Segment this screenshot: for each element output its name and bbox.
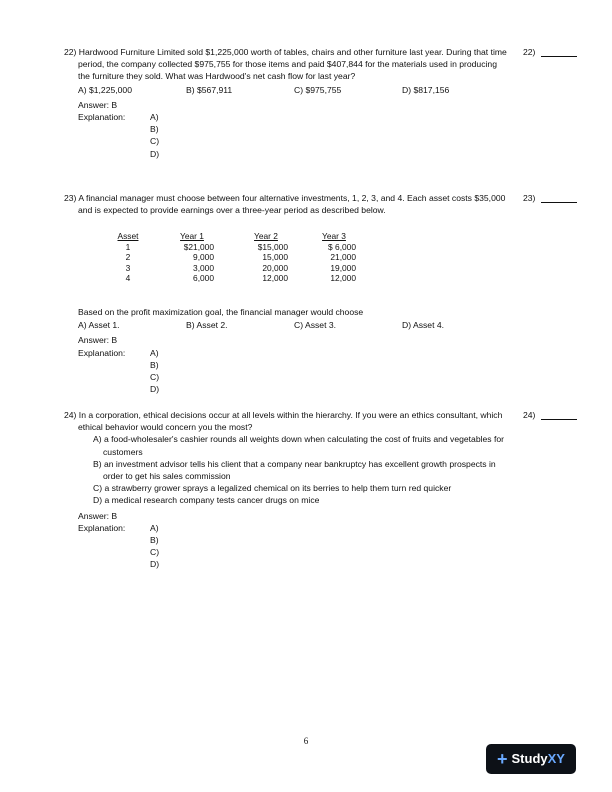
question-23 [64, 192, 510, 216]
header-year-2: Year 2 [254, 231, 278, 241]
question-23-choices [64, 319, 510, 331]
table-cell: $15,000 [257, 241, 288, 252]
table-cell: 9,000 [193, 252, 214, 263]
table-header [116, 230, 356, 241]
table-cell: 2 [125, 252, 131, 263]
question-22-explanation [64, 111, 510, 160]
question-22 [64, 46, 510, 160]
table-cell: 1 [125, 241, 131, 252]
explanation-option: A) [150, 347, 159, 358]
table-cell: $21,000 [183, 241, 214, 252]
answer-blank-22[interactable] [541, 56, 577, 57]
choice-c: C) a strawberry grower sprays a legalized chemical on its berries to help them turn red quicker [93, 483, 452, 494]
table-row [116, 262, 356, 273]
question-24-explanation [64, 522, 510, 571]
explanation-option: C) [150, 136, 160, 147]
question-22-answer: Answer: B [78, 99, 118, 110]
answer-number-24: 24) [523, 410, 536, 420]
choice-c: C) $975,755 [294, 84, 342, 95]
earnings-table [116, 230, 356, 283]
header-year-3: Year 3 [322, 231, 346, 241]
question-24 [64, 409, 510, 571]
answer-blank-23[interactable] [541, 202, 577, 203]
choice-a: A) Asset 1. [78, 320, 120, 331]
explanation-option: C) [150, 547, 160, 558]
table-cell: 3 [125, 262, 131, 273]
table-cell: 4 [125, 273, 131, 284]
explanation-option: D) [150, 148, 160, 159]
explanation-label: Explanation: [78, 347, 126, 358]
brand-name-accent: XY [547, 750, 565, 766]
choice-d: D) a medical research company tests cancer drugs on mice [93, 495, 320, 506]
explanation-option: B) [150, 124, 159, 135]
table-cell: 12,000 [330, 273, 356, 284]
choice-d: D) Asset 4. [402, 320, 445, 331]
answer-blank-24[interactable] [541, 419, 577, 420]
explanation-label: Explanation: [78, 522, 126, 533]
choice-b: B) an investment advisor tells his client that a company near bankruptcy has excellent growth prospects in order to get his sales commission [93, 458, 496, 482]
question-23-prompt: Based on the profit maximization goal, the financial manager would choose [78, 307, 364, 317]
header-year-1: Year 1 [180, 231, 204, 241]
answer-number-22: 22) [523, 47, 536, 57]
brand-name [511, 750, 565, 766]
question-23-answer: Answer: B [78, 335, 118, 346]
question-24-text: 24) In a corporation, ethical decisions occur at all levels within the hierarchy. If you were an ethics consultant, which ethical behavior would concern you the most? [64, 410, 503, 433]
question-24-choices [64, 433, 510, 506]
table-row [116, 241, 356, 252]
question-23-text: 23) A financial manager must choose between four alternative investments, 1, 2, 3, and 4. Each asset costs $35,000 and is expected to provide earnings over a three-year period as described below. [64, 193, 506, 216]
explanation-label: Explanation: [78, 112, 126, 123]
choice-b: B) $567,911 [186, 84, 233, 95]
explanation-option: B) [150, 359, 159, 370]
explanation-option: A) [150, 112, 159, 123]
table-cell: 15,000 [262, 252, 288, 263]
choice-a: A) $1,225,000 [78, 84, 132, 95]
explanation-option: A) [150, 522, 159, 533]
header-asset: Asset [117, 231, 139, 241]
question-23-explanation [64, 347, 510, 396]
choice-c: C) Asset 3. [294, 320, 337, 331]
table-cell: 6,000 [193, 273, 214, 284]
table-cell: 19,000 [330, 262, 356, 273]
table-cell: 3,000 [193, 262, 214, 273]
explanation-option: C) [150, 371, 160, 382]
table-row [116, 251, 356, 262]
table-cell: 21,000 [330, 252, 356, 263]
question-24-answer: Answer: B [78, 510, 118, 521]
choice-a: A) a food-wholesaler's cashier rounds all weights down when calculating the cost of fruits and vegetables for customers [93, 434, 505, 457]
studyxy-badge[interactable] [486, 744, 576, 774]
plus-icon: + [497, 749, 508, 769]
choice-d: D) $817,156 [402, 84, 450, 95]
explanation-option: B) [150, 535, 159, 546]
explanation-option: D) [150, 559, 160, 570]
table-cell: 12,000 [262, 273, 288, 284]
answer-number-23: 23) [523, 193, 536, 203]
question-22-text: 22) Hardwood Furniture Limited sold $1,225,000 worth of tables, chairs and other furniture last year. During that time period, the company collected $975,755 for those items and paid $407,844 for the materials used in producing the furniture they sold. What was Hardwood's net cash flow for last year? [64, 47, 507, 82]
table-cell: $ 6,000 [328, 241, 356, 252]
explanation-option: D) [150, 384, 160, 395]
question-23-body [64, 306, 510, 395]
choice-b: B) Asset 2. [186, 320, 228, 331]
question-22-choices [64, 84, 510, 96]
table-row [116, 272, 356, 283]
brand-name-main: Study [511, 750, 548, 766]
table-cell: 20,000 [262, 262, 288, 273]
page-number: 6 [303, 736, 309, 746]
